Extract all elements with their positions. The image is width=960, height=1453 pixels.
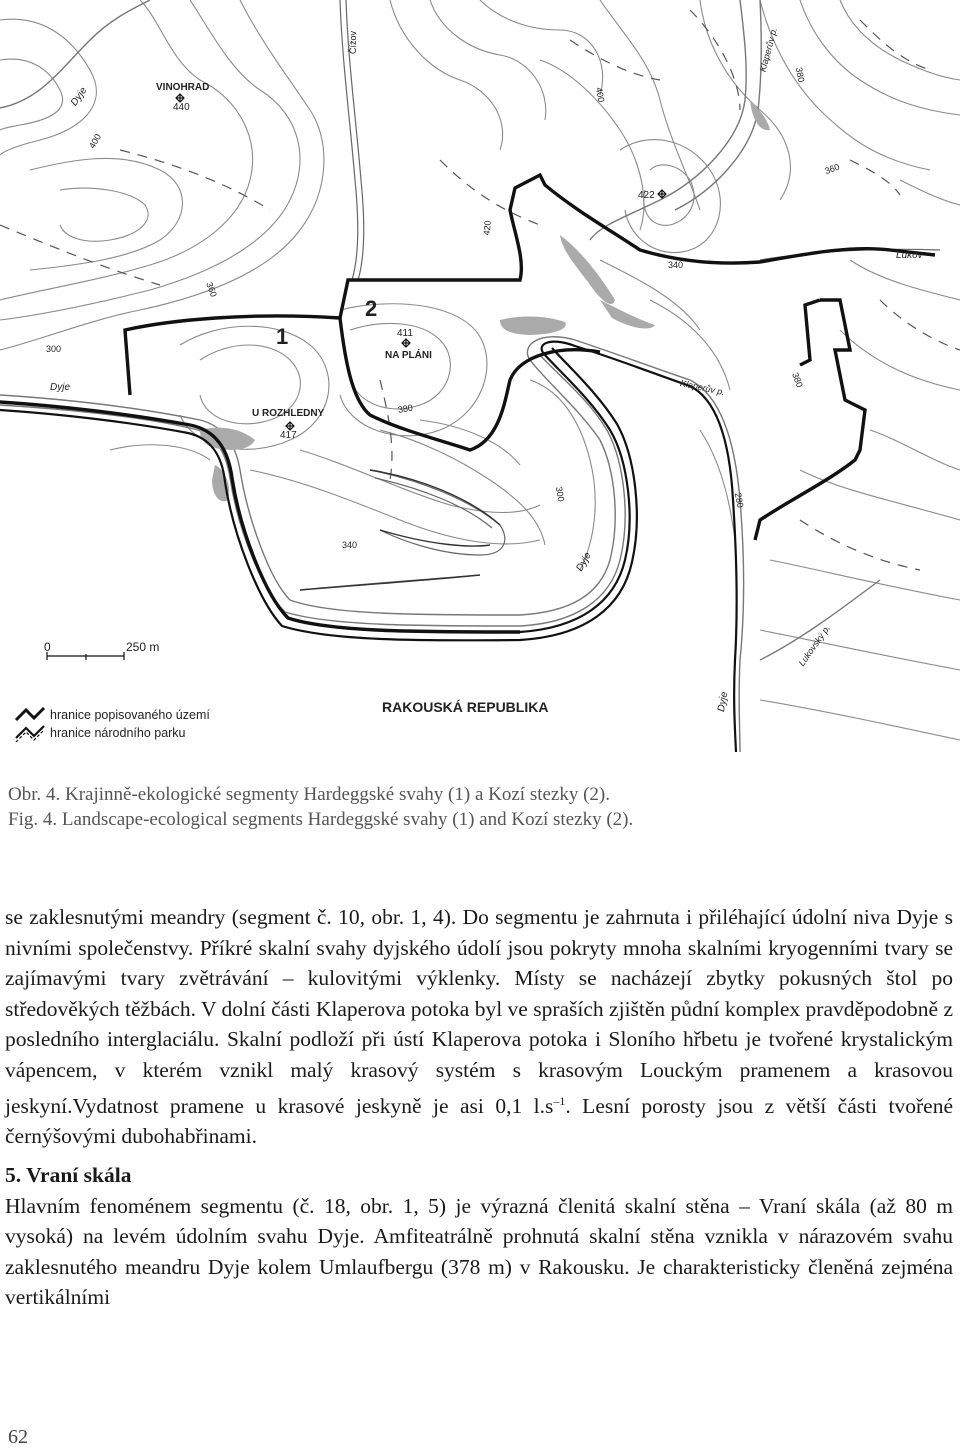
body-text: [5, 902, 953, 1313]
label-lukovsky: Lukovský p.: [796, 623, 833, 668]
label-dyje-top: Dyje: [68, 85, 90, 109]
label-na-plani-elevation: 411: [397, 328, 413, 339]
caption-english: Fig. 4. Landscape-ecological segments Hardeggské svahy (1) and Kozí stezky (2).: [8, 809, 634, 830]
label-vinohrad: VINOHRAD: [156, 82, 210, 93]
paragraph-1-superscript: –1: [553, 1093, 566, 1108]
contour-label: 400: [593, 86, 607, 104]
contour-label: 360: [823, 161, 841, 177]
page-number: 62: [8, 1426, 28, 1448]
contour-label: 380: [793, 66, 807, 84]
paragraph-1: [5, 902, 953, 1152]
label-vinohrad-elevation: 440: [173, 102, 190, 113]
contour-label: 340: [668, 260, 684, 270]
label-dyje-bottom: Dyje: [715, 691, 731, 713]
label-cizov: Čížov: [348, 30, 358, 54]
legend-label-described-area: hranice popisovaného území: [50, 708, 210, 722]
contour-label: 420: [481, 220, 493, 236]
contour-label: 280: [732, 492, 746, 509]
paragraph-1-text: se zaklesnutými meandry (segment č. 10, obr. 1, 4). Do segmentu je zahrnuta i přiléhající údolní niva Dyje s nivními společenstvy. Příkré skalní svahy dyjského údolí jsou pokryty mnoha skalními kryogenními tvary se zajímavými tvary zvětrávání – kulovitými výklenky. Místy se nacházejí zbytky pokusných štol po středověkých těžbách. V dolní části Klaperova potoka byl ve spraších zjištěn půdní komplex pravděpodobně z posledního interglaciálu. Skalní podloží při ústí Klaperova potoka i Sloního hřbetu je tvořené krystalickým vápencem, v kterém vznikl malý krasový systém s krasovým Louckým pramenem a krasovou jeskyní.Vydatnost pramene u krasové jeskyně je asi 0,1 l.s: [5, 905, 953, 1118]
label-lukov: Lukov: [896, 250, 923, 261]
contour-label: 360: [204, 280, 219, 299]
label-u-rozhledny: U ROZHLEDNY: [252, 408, 325, 419]
label-dyje-left: Dyje: [50, 382, 71, 393]
label-klaperuv-mid: Klaperův p.: [679, 378, 726, 398]
segment-number-2: 2: [365, 296, 378, 321]
segment-number-1: 1: [276, 324, 289, 349]
label-na-plani: NA PLÁNI: [385, 350, 432, 361]
contour-label: 380: [397, 402, 414, 415]
label-dyje-mid: Dyje: [574, 550, 594, 574]
label-klaperuv-top: Klaperův p.: [757, 26, 780, 73]
contour-label: 300: [46, 344, 62, 354]
section-heading: 5. Vraní skála: [5, 1162, 132, 1187]
country-label: RAKOUSKÁ REPUBLIKA: [382, 699, 549, 715]
paragraph-1-end: . Lesní porosty jsou z větší části tvořené černýšovými dubohabřinami.: [5, 1093, 953, 1149]
scale-bar-start: 0: [44, 640, 51, 654]
label-u-rozhledny-elevation: 417: [280, 430, 297, 441]
contour-label: 400: [87, 132, 104, 151]
scale-bar-end: 250 m: [126, 640, 160, 654]
legend-label-national-park: hranice národního parku: [50, 726, 186, 740]
caption-czech: Obr. 4. Krajinně-ekologické segmenty Hardeggské svahy (1) a Kozí stezky (2).: [8, 784, 611, 805]
contour-label: 380: [790, 371, 805, 389]
paragraph-2: Hlavním fenoménem segmentu (č. 18, obr. 1, 5) je výrazná členitá skalní stěna – Vraní skála (až 80 m vysoká) na levém údolním svahu Dyje. Amfiteatrálně prohnutá skalní stěna vznikla v nárazovém svahu zaklesnutého meandru Dyje kolem Umlaufbergu (378 m) v Rakousku. Je charakteristicky členěná zejména vertikálními: [5, 1193, 953, 1310]
label-peak-422: 422: [638, 190, 655, 201]
contour-label: 340: [342, 540, 358, 550]
contour-label: 300: [553, 485, 567, 503]
